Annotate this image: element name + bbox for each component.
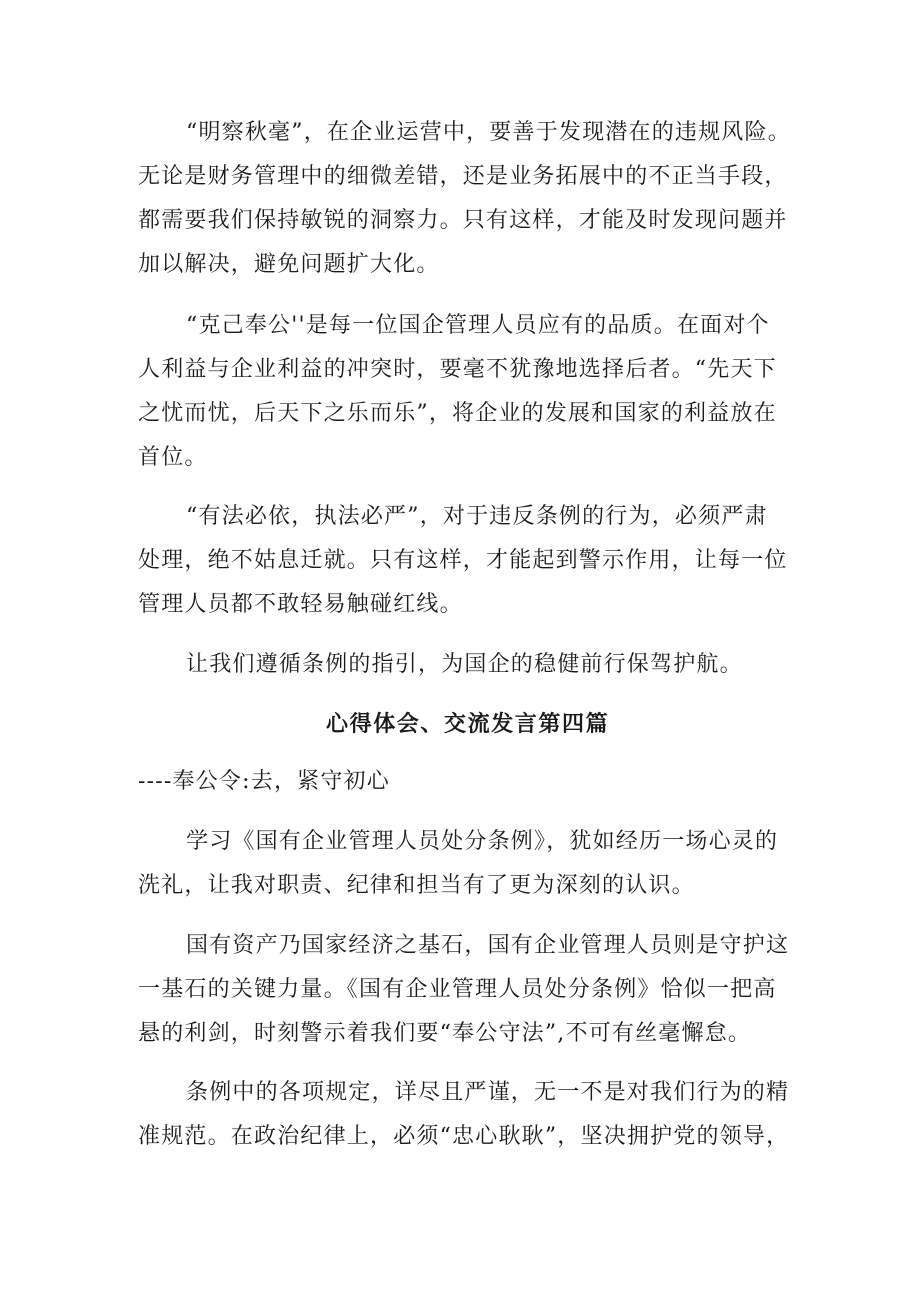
- section-paragraph-3-line-2: 准规范。在政治纪律上，必须“忠心耿耿”，坚决拥护党的领导，: [138, 1124, 790, 1149]
- paragraph-1-line-1: “明察秋毫”，在企业运营中，要善于发现潜在的违规风险。: [186, 120, 791, 145]
- section-paragraph-2-line-2: 一基石的关键力量。《国有企业管理人员处分条例》恰似一把高: [138, 977, 777, 1002]
- section-paragraph-1-line-1: 学习《国有企业管理人员处分条例》，犹如经历一场心灵的: [186, 829, 779, 854]
- paragraph-2-line-1: “克己奉公''是每一位国企管理人员应有的品质。在面对个: [186, 313, 770, 338]
- paragraph-3-line-2: 处理，绝不姑息迁就。只有这样，才能起到警示作用，让每一位: [138, 548, 788, 573]
- paragraph-3-line-1: “有法必依，执法必严”，对于违反条例的行为，必须严肃: [186, 504, 768, 529]
- section-paragraph-2-line-1: 国有资产乃国家经济之基石，国有企业管理人员则是守护这: [186, 933, 790, 958]
- paragraph-2-line-2: 人利益与企业利益的冲突时，要毫不犹豫地选择后者。“先天下: [138, 357, 777, 382]
- section-paragraph-3-line-1: 条例中的各项规定，详尽且严谨，无一不是对我们行为的精: [186, 1080, 790, 1105]
- paragraph-2-line-4: 首位。: [138, 445, 208, 470]
- paragraph-1-line-2: 无论是财务管理中的细微差错，还是业务拓展中的不正当手段，: [138, 164, 788, 189]
- section-paragraph-1-line-2: 洗礼，让我对职责、纪律和担当有了更为深刻的认识。: [138, 873, 695, 898]
- section-subtitle: ----奉公令:去，紧守初心: [138, 769, 390, 794]
- section-paragraph-2-line-3: 悬的利剑，时刻警示着我们要“奉公守法”,不可有丝毫懈怠。: [138, 1021, 752, 1046]
- section-title: 心得体会、交流发言第四篇: [326, 711, 610, 737]
- paragraph-2-line-3: 之忧而忧，后天下之乐而乐”，将企业的发展和国家的利益放在: [138, 401, 777, 426]
- paragraph-4-line-1: 让我们遵循条例的指引，为国企的稳健前行保驾护航。: [186, 652, 743, 677]
- paragraph-1-line-4: 加以解决，避免问题扩大化。: [138, 252, 440, 277]
- paragraph-3-line-3: 管理人员都不敢轻易触碰红线。: [138, 592, 463, 617]
- paragraph-1-line-3: 都需要我们保持敏锐的洞察力。只有这样，才能及时发现问题并: [138, 208, 788, 233]
